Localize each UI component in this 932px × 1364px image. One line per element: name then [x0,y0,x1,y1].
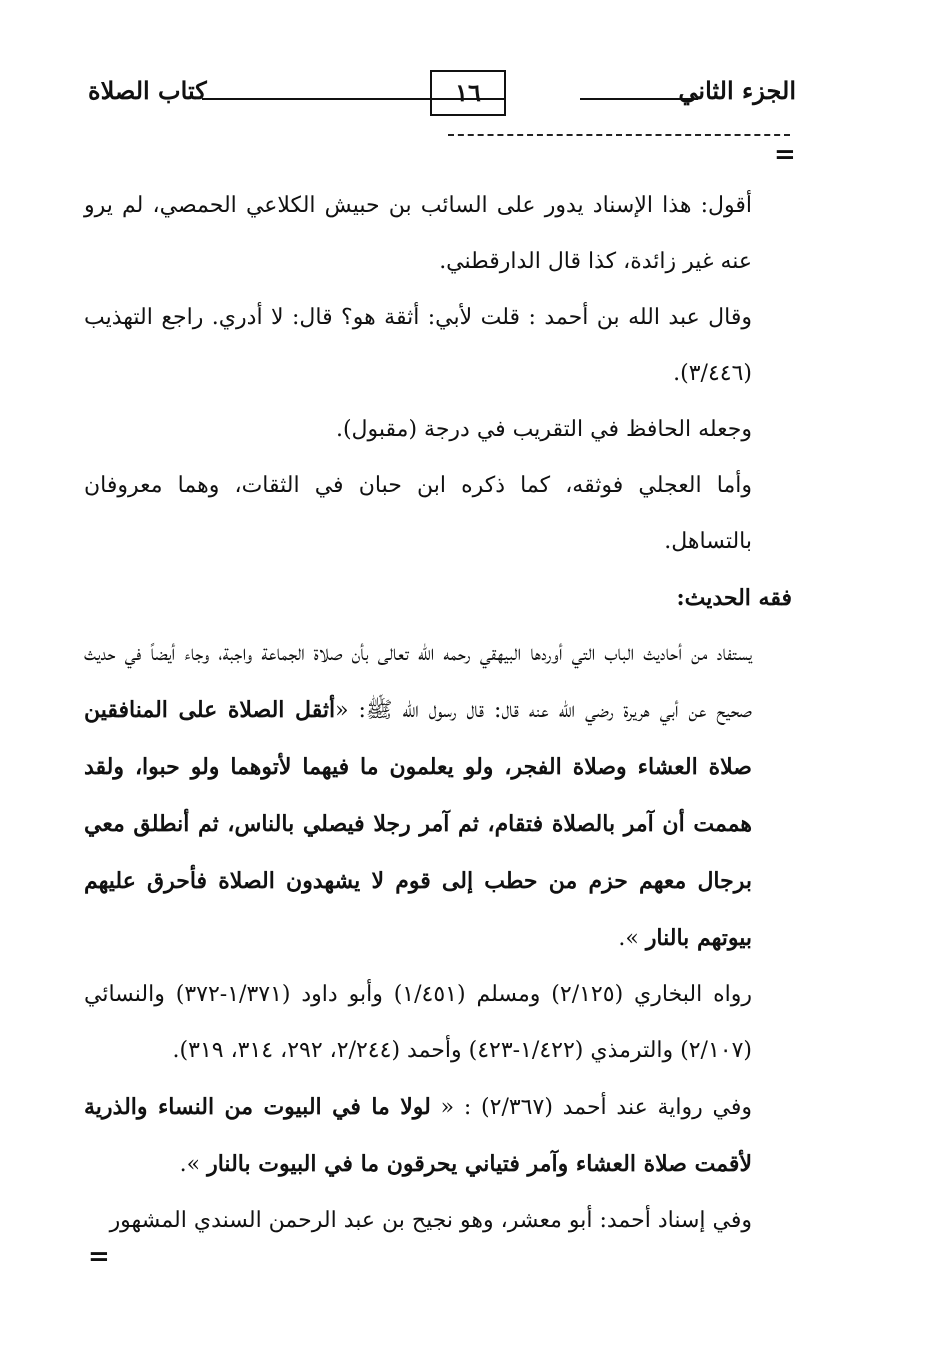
continuation-mark-bottom: = [88,1242,110,1272]
paragraph-abdullah-quote: وقال عبد الله بن أحمد : قلت لأبي: أثقة هو؟ قال: لا أدري. راجع التهذيب (٣/٤٤٦). [84,305,752,386]
running-header-part: الجزء الثاني [678,76,796,105]
paragraph-isnad-ahmad: وفي إسناد أحمد: أبو معشر، وهو نجيح بن عبد الرحمن السندي المشهور [109,1208,752,1233]
paragraph-hadith-main [84,626,752,967]
section-heading: فقه الحديث: [676,585,792,611]
paragraph-takhrij: رواه البخاري (٢/١٢٥) ومسلم (١/٤٥١) وأبو داود (١/٣٧١-٣٧٢) والنسائي (٢/١٠٧) والترمذي (١/٤٢٢-٤٢٣) وأحمد (٢/٢٤٤، ٢٩٢، ٣١٤، ٣١٩). [84,982,752,1063]
page-header [80,70,796,120]
hadith-intro-text: يستفاد من أحاديث الباب التي أوردها البيهقي رحمه الله تعالى بأن صلاة الجماعة واجبة، وجاء أيضاً في حديث صحيح عن أبي هريرة رضي الله عنه قال: قال رسول الله ﷺ: « [84,641,752,723]
footnote-separator [448,134,790,136]
page-body [84,178,792,1249]
hadith-close: ». [618,926,646,951]
running-header-book: كتاب الصلاة [88,76,207,105]
riwaya-close: ». [179,1152,208,1177]
hadith-text: أثقل الصلاة على المنافقين صلاة العشاء وصلاة الفجر، ولو يعلمون ما فيهما لأتوهما ولو حبوا، ولقد هممت أن آمر بالصلاة فتقام، ثم آمر رجلا فيصلي بالناس، ثم أنطلق معي برجال معهم حزم من حطب إلى قوم لا يشهدون الصلاة فأحرق عليهم بيوتهم بالنار [84,697,752,951]
paragraph-taqrib: وجعله الحافظ في التقريب في درجة (مقبول). [335,417,752,442]
riwaya-hadith-text: لولا ما في البيوت من النساء والذرية لأقمت صلاة العشاء وآمر فتياني يحرقون ما في البيوت بالنار [84,1094,752,1177]
paragraph-ijli: وأما العجلي فوثقه، كما ذكره ابن حبان في الثقات، وهما معروفان بالتساهل. [84,473,752,554]
paragraph-isnad-note: أقول: هذا الإسناد يدور على السائب بن حبيش الكلاعي الحمصي، لم يرو عنه غير زائدة، كذا قال الدارقطني. [84,193,752,274]
header-rule-left [202,98,504,100]
header-rule-right [580,98,698,100]
riwaya-intro-text: وفي رواية عند أحمد (٢/٣٦٧) : « [430,1095,753,1120]
page-number: ١٦ [430,70,506,116]
continuation-mark-top: = [774,140,796,170]
paragraph-ahmad-riwaya [84,1079,752,1193]
